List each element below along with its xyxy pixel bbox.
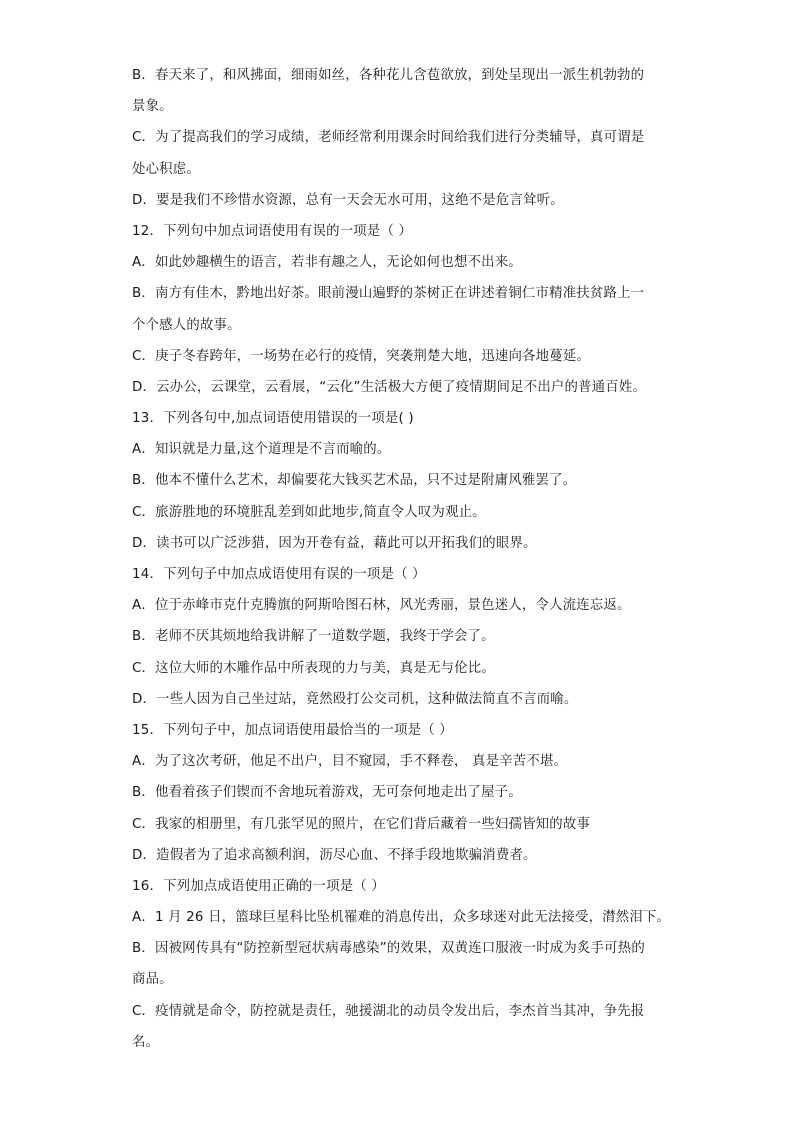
- question-16-option-b: B．因被网传具有“防控新型冠状病毒感染”的效果，双黄连口服液一时成为炙手可热的: [132, 941, 645, 957]
- question-16-option-b-continuation: 商品。: [132, 972, 173, 988]
- question-14-option-d: D．一些人因为自己坐过站，竟然殴打公交司机，这种做法简直不言而喻。: [132, 691, 578, 707]
- question-12-option-d: D．云办公，云课堂，云看展，“云化”生活极大方便了疫情期间足不出户的普通百姓。: [132, 379, 647, 395]
- question-14-option-a: A．位于赤峰市克什克腾旗的阿斯哈图石林，风光秀丽，景色迷人，令人流连忘返。: [132, 598, 631, 614]
- question-13-option-b: B．他本不懂什么艺术，却偏要花大钱买艺术品，只不过是附庸风雅罢了。: [132, 473, 577, 489]
- question-15-option-d: D．造假者为了追求高额利润，沥尽心血、不择手段地欺骗消费者。: [132, 847, 537, 863]
- question-16-option-c: C．疫情就是命令，防控就是责任，驰援湖北的动员令发出后，李杰首当其冲，争先报: [132, 1003, 645, 1019]
- question-13-stem: 13．下列各句中,加点词语使用错误的一项是( ): [132, 411, 414, 427]
- question-13-option-a: A．知识就是力量,这个道理是不言而喻的。: [132, 442, 391, 458]
- question-15-option-a: A．为了这次考研，他足不出户，目不窥园，手不释卷， 真是辛苦不堪。: [132, 754, 568, 770]
- question-14-stem: 14．下列句子中加点成语使用有误的一项是（ ）: [132, 567, 426, 582]
- question-16-option-c-continuation: 名。: [132, 1034, 160, 1050]
- question-15-option-c: C．我家的相册里，有几张罕见的照片，在它们背后藏着一些妇孺皆知的故事: [132, 816, 591, 832]
- question-14-option-b: B．老师不厌其烦地给我讲解了一道数学题，我终于学会了。: [132, 629, 495, 645]
- question-12-option-b-continuation: 个个感人的故事。: [132, 317, 241, 333]
- option-b-continuation: 景象。: [132, 99, 173, 115]
- option-c-line: C．为了提高我们的学习成绩，老师经常利用课余时间给我们进行分类辅导，真可谓是: [132, 130, 645, 146]
- option-c-continuation: 处心积虑。: [132, 161, 200, 177]
- question-12-option-a: A．如此妙趣横生的语言，若非有趣之人，无论如何也想不出来。: [132, 255, 522, 271]
- question-16-stem: 16．下列加点成语使用正确的一项是（ ）: [132, 878, 385, 894]
- document-body: [132, 62, 672, 1060]
- question-15-stem: 15．下列句子中，加点词语使用最恰当的一项是（ ）: [132, 722, 453, 738]
- question-13-option-d: D．读书可以广泛涉猎，因为开卷有益，藉此可以开拓我们的眼界。: [132, 535, 537, 551]
- question-16-option-a: A．1 月 26 日，篮球巨星科比坠机罹难的消息传出，众多球迷对此无法接受，潸然泪下。: [132, 910, 671, 926]
- question-13-option-c: C．旅游胜地的环境脏乱差到如此地步,简直令人叹为观止。: [132, 504, 486, 520]
- question-12-option-b: B．南方有佳木，黔地出好茶。眼前漫山遍野的茶树正在讲述着铜仁市精准扶贫路上一: [132, 286, 645, 302]
- option-d-line: D．要是我们不珍惜水资源，总有一天会无水可用，这绝不是危言耸听。: [132, 192, 564, 208]
- question-15-option-b: B．他看着孩子们锲而不舍地玩着游戏，无可奈何地走出了屋子。: [132, 785, 522, 801]
- question-12-option-c: C．庚子冬春跨年，一场势在必行的疫情，突袭荆楚大地，迅速向各地蔓延。: [132, 348, 591, 364]
- question-12-stem: 12．下列句中加点词语使用有误的一项是（ ）: [132, 223, 413, 239]
- option-b-line: B．春天来了，和风拂面，细雨如丝，各种花儿含苞欲放，到处呈现出一派生机勃勃的: [132, 68, 645, 83]
- question-14-option-c: C．这位大师的木雕作品中所表现的力与美，真是无与伦比。: [132, 660, 495, 676]
